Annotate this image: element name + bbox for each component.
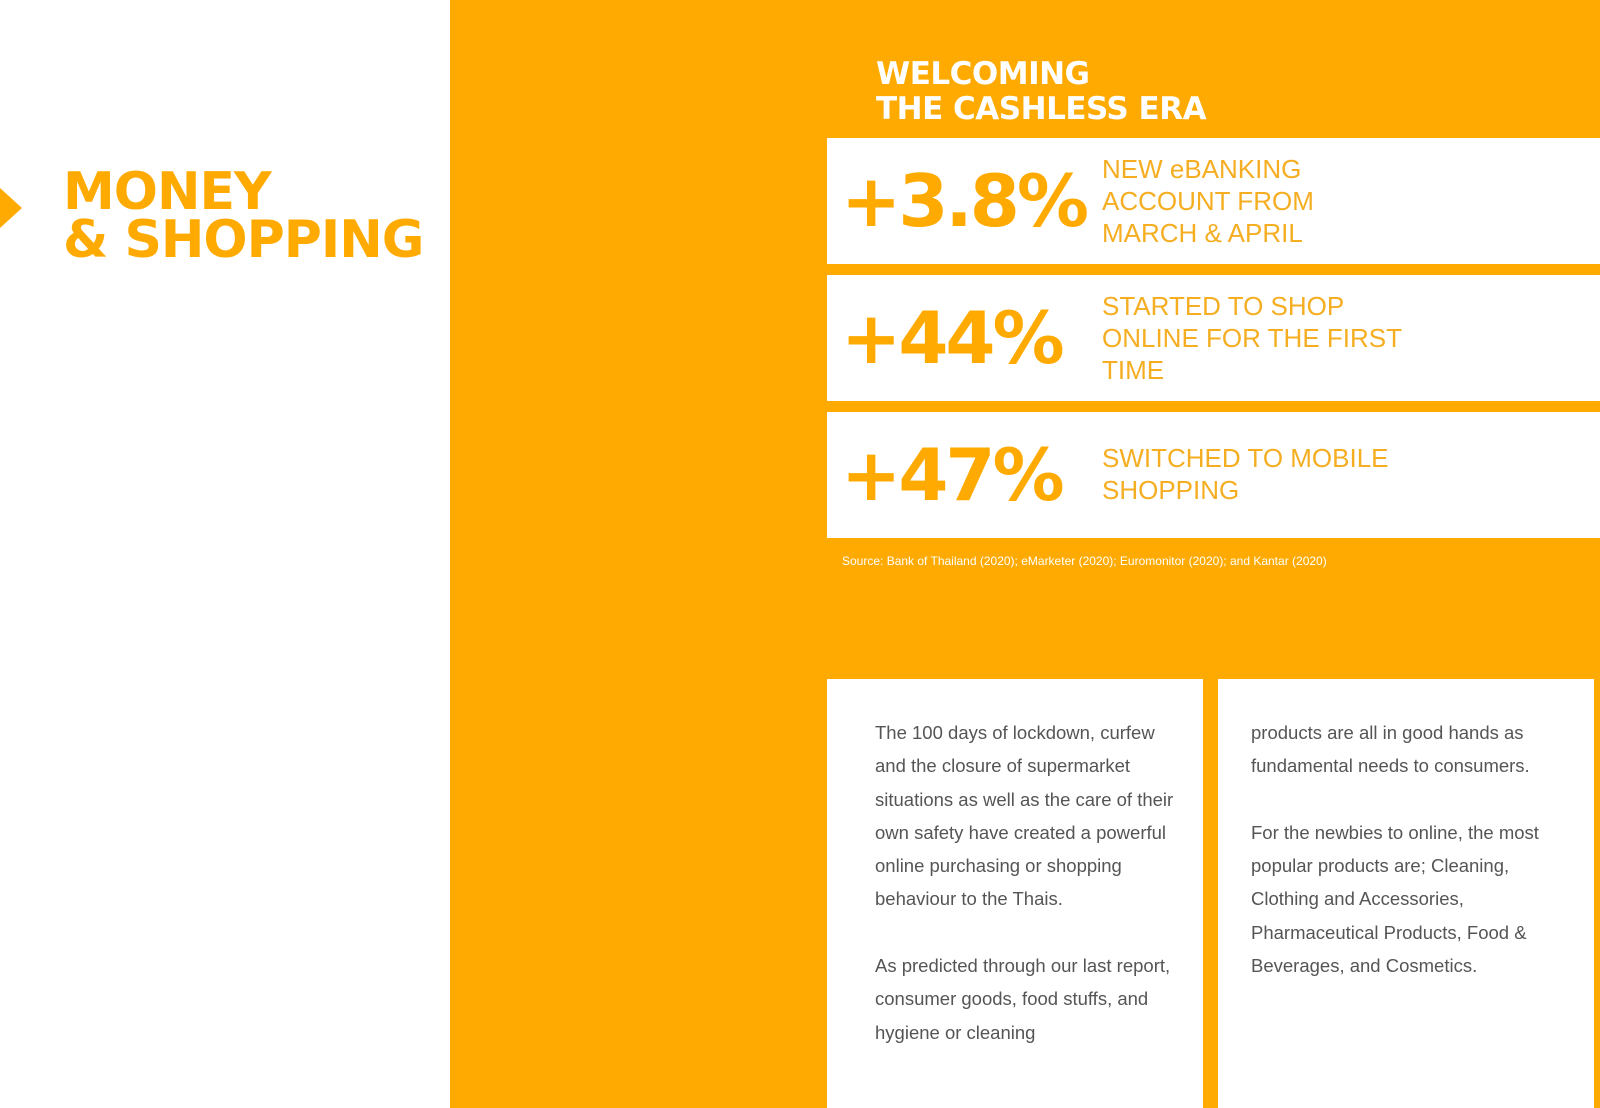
text-card-right <box>1218 679 1594 1108</box>
stat-description-line: MARCH & APRIL <box>1102 218 1303 248</box>
section-title-line2: & SHOPPING <box>63 210 424 270</box>
stat-description <box>1102 442 1432 506</box>
left-pane <box>0 0 450 1108</box>
stat-value: +47% <box>841 433 1062 517</box>
section-title-line1: MONEY <box>63 162 271 222</box>
stat-description-line: ACCOUNT FROM <box>1102 186 1314 216</box>
arrow-marker-icon <box>0 188 22 228</box>
body-paragraph: For the newbies to online, the most popular products are; Cleaning, Clothing and Accessories, Pharmaceutical Products, Food & Beverages, and Cosmetics. <box>1251 821 1539 977</box>
body-paragraph: The 100 days of lockdown, curfew and the closure of supermarket situations as well as the care of their own safety have created a powerful online purchasing or shopping behaviour to the Thais. <box>875 722 1174 910</box>
stat-card-ebanking <box>827 138 1600 264</box>
body-paragraph: products are all in good hands as fundamental needs to consumers. <box>1251 722 1530 777</box>
stat-card-mobile-shopping <box>827 412 1600 538</box>
heading-line1: WELCOMING <box>876 56 1090 92</box>
stat-value: +44% <box>841 296 1062 380</box>
stat-description-line: STARTED TO SHOP <box>1102 291 1345 321</box>
page-heading <box>876 57 1206 127</box>
stat-card-online-shopping <box>827 275 1600 401</box>
stat-description-line: SWITCHED TO MOBILE <box>1102 443 1389 473</box>
text-card-left <box>827 679 1203 1108</box>
stat-description-line: SHOPPING <box>1102 475 1240 505</box>
stat-description-line: TIME <box>1102 355 1165 385</box>
section-title <box>63 162 424 270</box>
stat-description-line: NEW eBANKING <box>1102 154 1302 184</box>
body-paragraph: As predicted through our last report, consumer goods, food stuffs, and hygiene or cleaning <box>875 955 1171 1043</box>
stat-description <box>1102 290 1432 386</box>
stat-description <box>1102 153 1432 249</box>
stat-value: +3.8% <box>841 159 1087 243</box>
source-note: Source: Bank of Thailand (2020); eMarketer (2020); Euromonitor (2020); and Kantar (2020) <box>842 554 1327 568</box>
heading-line2: THE CASHLESS ERA <box>876 91 1207 127</box>
stat-description-line: ONLINE FOR THE FIRST <box>1102 323 1402 353</box>
